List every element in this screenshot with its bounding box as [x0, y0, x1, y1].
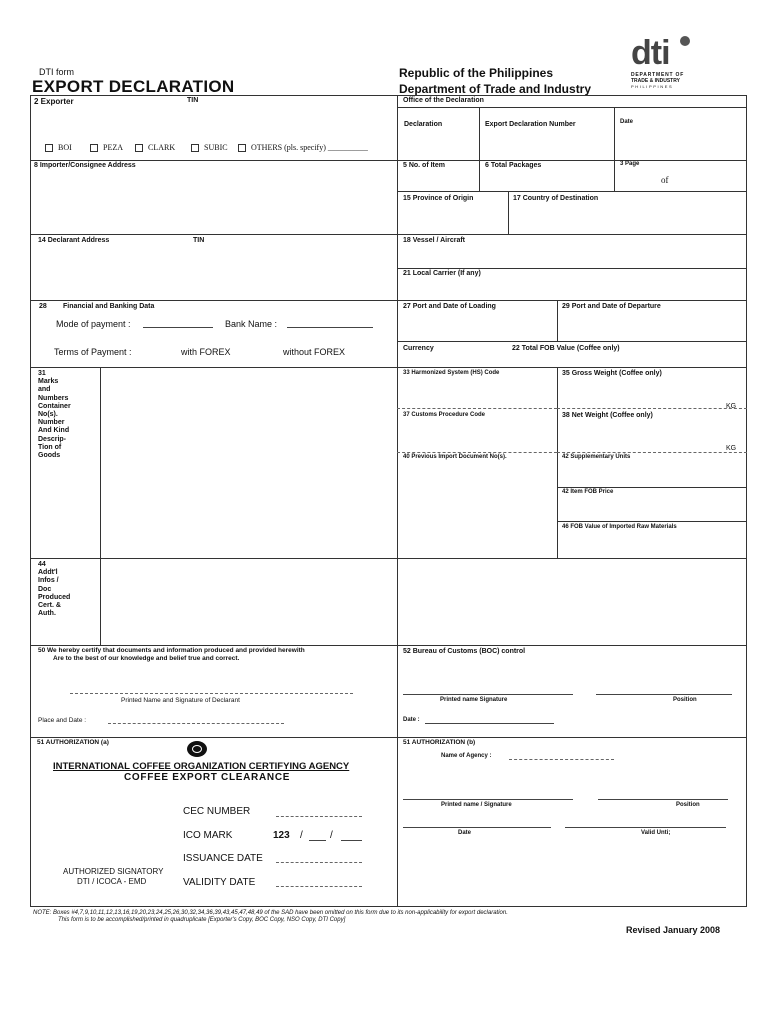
name-agency-label: Name of Agency : — [441, 753, 492, 759]
clark-label: CLARK — [148, 143, 176, 152]
of-label: of — [661, 175, 669, 185]
auth-b-label: 51 AUTHORIZATION (b) — [403, 739, 476, 746]
ico-mark-value: 123 — [273, 830, 290, 841]
cec-number-field[interactable] — [276, 816, 362, 817]
ico-mark-sep1: / — [300, 830, 303, 841]
logo-line2: TRADE & INDUSTRY — [631, 78, 680, 84]
date-label-boc: Date : — [403, 717, 420, 723]
port-loading-label: 27 Port and Date of Loading — [403, 303, 496, 310]
printed-declarant-label: Printed Name and Signature of Declarant — [121, 697, 240, 704]
no-of-item-label: 5 No. of Item — [403, 162, 446, 169]
position-label: Position — [673, 697, 697, 703]
with-forex-option[interactable]: with FOREX — [181, 347, 231, 357]
boi-label: BOI — [58, 143, 72, 152]
mode-payment-label: Mode of payment : — [56, 319, 131, 329]
validity-date-label: VALIDITY DATE — [183, 877, 256, 888]
item-fob-label: 42 Item FOB Price — [562, 489, 614, 495]
date2-label: Date — [458, 830, 472, 836]
others-checkbox[interactable] — [238, 144, 246, 152]
ico-agency-title: INTERNATIONAL COFFEE ORGANIZATION CERTIFYING AGENCY — [53, 761, 350, 772]
marks-label: 31 Marks and Numbers Container No(s). Number And Kind Descrip- Tion of Goods — [38, 370, 71, 460]
revised-label: Revised January 2008 — [626, 925, 721, 935]
certify-line2: Are to the best of our knowledge and belief true and correct. — [53, 655, 240, 662]
position2-label: Position — [676, 802, 700, 808]
country-dest-label: 17 Country of Destination — [513, 195, 599, 202]
tin-label: TIN — [187, 97, 199, 104]
validity-date-field[interactable] — [276, 886, 362, 887]
footer-note1: NOTE: Boxes #4,7,9,10,11,12,13,16,19,20,23,24,25,26,30,32,34,36,39,43,45,47,48,49 of the SAD have been omitted on this form due to its non-applicability for export declaration. — [33, 910, 508, 916]
financial-num: 28 — [39, 303, 47, 310]
issuance-date-field[interactable] — [276, 862, 362, 863]
without-forex-option[interactable]: without FOREX — [283, 347, 346, 357]
mode-payment-field[interactable] — [143, 327, 213, 328]
customs-proc-label: 37 Customs Procedure Code — [403, 412, 486, 418]
certify-line1: 50 We hereby certify that documents and information produced and provided herewith — [38, 647, 305, 654]
office-label: Office of the Declaration — [403, 97, 484, 104]
boc-label: 52 Bureau of Customs (BOC) control — [403, 648, 526, 655]
boi-checkbox[interactable] — [45, 144, 53, 152]
vessel-label: 18 Vessel / Aircraft — [403, 237, 466, 244]
currency-label: Currency — [403, 345, 434, 352]
date-label: Date — [620, 119, 634, 125]
peza-checkbox[interactable] — [90, 144, 98, 152]
kg1-label: KG — [726, 403, 737, 410]
form-title: EXPORT DECLARATION — [32, 77, 235, 96]
ico-mark-sep2: / — [330, 830, 333, 841]
boc-date-line[interactable] — [425, 723, 554, 724]
form-label: DTI form — [39, 67, 74, 77]
place-date-label: Place and Date : — [38, 717, 87, 724]
supp-units-label: 42 Supplementary Units — [562, 454, 631, 460]
dti-icoca-label: DTI / ICOCA - EMD — [77, 877, 147, 886]
logo-line3: PHILIPPINES — [631, 84, 674, 89]
bank-name-label: Bank Name : — [225, 319, 278, 329]
cec-number-label: CEC NUMBER — [183, 806, 251, 817]
province-origin-label: 15 Province of Origin — [403, 195, 474, 202]
printed-name-sig2-label: Printed name / Signature — [441, 802, 512, 808]
subic-label: SUBIC — [204, 143, 228, 152]
port-departure-label: 29 Port and Date of Departure — [562, 303, 661, 310]
kg2-label: KG — [726, 445, 737, 452]
dti-logo — [628, 36, 698, 90]
exporter-label: 2 Exporter — [34, 97, 74, 106]
republic-text: Republic of the Philippines — [399, 66, 554, 80]
financial-label: Financial and Banking Data — [63, 303, 155, 310]
auth-b-date-line[interactable] — [403, 827, 551, 828]
addtl-label: 44 Addt'l Infos / Doc Produced Cert. & Auth. — [38, 561, 71, 618]
declarant-address-label: 14 Declarant Address — [38, 237, 110, 244]
boc-position-line[interactable] — [596, 694, 732, 695]
auth-signatory-label: AUTHORIZED SIGNATORY — [63, 867, 164, 876]
hs-code-label: 33 Harmonized System (HS) Code — [403, 370, 500, 376]
logo-dot-icon — [680, 36, 690, 46]
importer-label: 8 Importer/Consignee Address — [34, 162, 136, 169]
tin2-label: TIN — [193, 237, 205, 244]
page-label: 3 Page — [620, 161, 640, 167]
name-agency-field[interactable] — [509, 759, 614, 760]
gross-weight-label: 35 Gross Weight (Coffee only) — [562, 370, 662, 377]
boc-signature-line[interactable] — [403, 694, 573, 695]
ico-mark-field1[interactable] — [309, 840, 326, 841]
issuance-date-label: ISSUANCE DATE — [183, 853, 263, 864]
auth-b-position-line[interactable] — [598, 799, 728, 800]
valid-until-label: Valid Unti; — [641, 830, 671, 836]
declaration-label: Declaration — [404, 121, 443, 128]
export-decl-number-label: Export Declaration Number — [485, 121, 576, 128]
logo-line1: DEPARTMENT OF — [631, 72, 685, 78]
valid-until-line[interactable] — [565, 827, 726, 828]
department-text: Department of Trade and Industry — [399, 82, 592, 96]
auth-a-label: 51 AUTHORIZATION (a) — [37, 739, 109, 746]
coffee-clearance-title: COFFEE EXPORT CLEARANCE — [124, 772, 291, 783]
ico-emblem-icon — [187, 741, 207, 757]
local-carrier-label: 21 Local Carrier (If any) — [403, 270, 481, 277]
ico-mark-label: ICO MARK — [183, 830, 233, 841]
form-frame — [30, 95, 747, 907]
subic-checkbox[interactable] — [191, 144, 199, 152]
prev-import-label: 40 Previous Import Document No(s). — [403, 454, 507, 460]
declarant-signature-line[interactable] — [70, 693, 353, 694]
clark-checkbox[interactable] — [135, 144, 143, 152]
bank-name-field[interactable] — [287, 327, 373, 328]
ico-mark-field2[interactable] — [341, 840, 362, 841]
footer-note2: This form is to be accomplished/printed in quadruplicate [Exporter's Copy, BOC Copy, NSO Copy, DTI Copy] — [58, 917, 346, 923]
auth-b-signature-line[interactable] — [403, 799, 573, 800]
printed-name-sig-label: Printed name Signature — [440, 697, 508, 703]
total-packages-label: 6 Total Packages — [485, 162, 542, 169]
others-label: OTHERS (pls. specify) __________ — [251, 143, 368, 152]
place-date-line[interactable] — [108, 723, 284, 724]
terms-payment-label: Terms of Payment : — [54, 347, 132, 357]
fob-raw-label: 46 FOB Value of Imported Raw Materials — [562, 524, 677, 530]
logo-text: dti — [631, 34, 670, 72]
net-weight-label: 38 Net Weight (Coffee only) — [562, 412, 653, 419]
peza-label: PEZA — [103, 143, 123, 152]
total-fob-label: 22 Total FOB Value (Coffee only) — [512, 345, 620, 352]
